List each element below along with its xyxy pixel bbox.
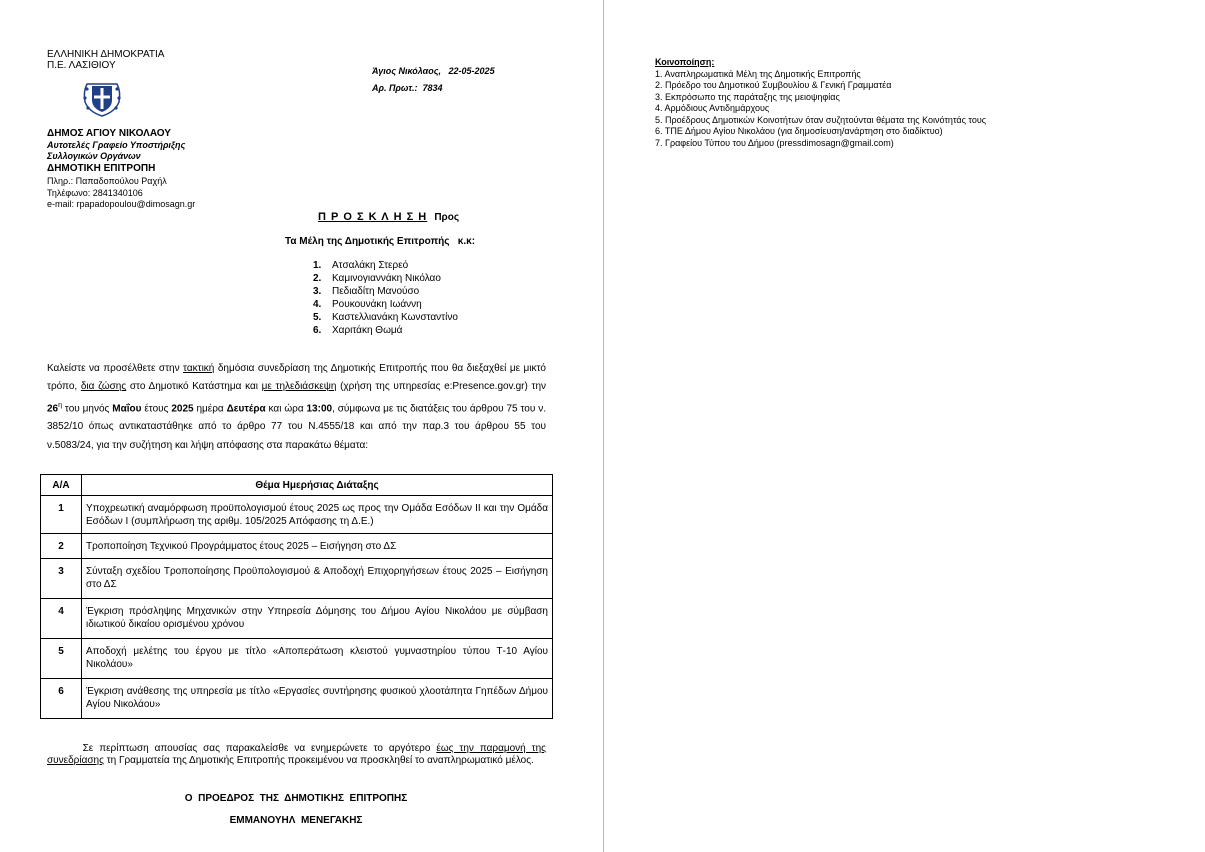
header-phone: Τηλέφωνο: 2841340106 <box>47 188 143 198</box>
place-date: Άγιος Νικόλαος, 22-05-2025 <box>372 66 495 76</box>
notification-heading: Κοινοποίηση: <box>655 57 715 67</box>
list-item: 4. Αρμόδιους Αντιδημάρχους <box>655 103 770 113</box>
invitation-title-line <box>318 211 459 223</box>
list-item: 2. Πρόεδρο του Δημοτικού Συμβουλίου & Γενική Γραμματέα <box>655 80 892 90</box>
list-item: 3. Πεδιαδίτη Μανούσο <box>313 286 420 297</box>
table-row: 4 Έγκριση πρόσληψης Μηχανικών στην Υπηρεσία Δόμησης του Δήμου Αγίου Νικολάου με σύμβαση ιδιωτικού δικαίου ορισμένου χρόνου <box>41 599 553 639</box>
header-region: Π.Ε. ΛΑΣΙΘΙΟΥ <box>47 60 116 71</box>
absence-note: Σε περίπτωση απουσίας σας παρακαλείσθε να ενημερώνετε το αργότερο έως την παραμονή της συνεδρίασης τη Γραμματεία της Δημοτικής Επιτροπής προκειμένου να προσκληθεί το αναπληρωματικό μέλος. <box>47 743 547 766</box>
list-item: 5. Καστελλιανάκη Κωνσταντίνο <box>313 312 458 323</box>
list-item: 1. Αναπληρωματικά Μέλη της Δημοτικής Επιτροπής <box>655 68 861 79</box>
signature-title: Ο ΠΡΟΕΔΡΟΣ ΤΗΣ ΔΗΜΟΤΙΚΗΣ ΕΠΙΤΡΟΠΗΣ <box>184 793 408 804</box>
protocol-number: Αρ. Πρωτ.: 7834 <box>372 83 443 93</box>
signature-name: ΕΜΜΑΝΟΥΗΛ ΜΕΝΕΓΑΚΗΣ <box>229 815 363 826</box>
header-country: ΕΛΛΗΝΙΚΗ ΔΗΜΟΚΡΑΤΙΑ <box>47 49 165 60</box>
header-office-line2: Συλλογικών Οργάνων <box>47 151 141 161</box>
members-heading: Τα Μέλη της Δημοτικής Επιτροπής κ.κ: <box>285 236 476 247</box>
table-row: 1 Υποχρεωτική αναμόρφωση προϋπολογισμού έτους 2025 ως προς την Ομάδα Εσόδων ΙΙ και την Ομάδα Εσόδων Ι (συμπλήρωση της αριθμ. 105/2025 Απόφασης τη Δ.Ε.) <box>41 496 553 534</box>
column-header-aa: Α/Α <box>41 475 82 496</box>
header-email: e-mail: rpapadopoulou@dimosagn.gr <box>47 199 196 209</box>
notification-list <box>655 57 986 149</box>
header-municipality: ΔΗΜΟΣ ΑΓΙΟΥ ΝΙΚΟΛΑΟΥ <box>47 128 171 139</box>
table-row: 2 Τροποποίηση Τεχνικού Προγράμματος έτους 2025 – Εισήγηση στο ΔΣ <box>41 534 553 559</box>
invitation-body: Καλείστε να προσέλθετε στην τακτική δημόσια συνεδρίαση της Δημοτικής Επιτροπής που θα διεξαχθεί με μικτό τρόπο, δια ζώσης στο Δημοτικό Κατάστημα και με τηλεδιάσκεψη (χρήση της υπηρεσίας e:Presence.gov.gr) την $26^\eta$ του μηνός Μαΐου έτους 2025 ημέρα Δευτέρα και ώρα 13:00, σύμφωνα με τις διατάξεις του άρθρου 75 του ν. 3852/10 όπως αντικαταστάθηκε από το άρθρο 77 του N.4555/18 και από την παρ.3 του άρθρου 55 του ν.5083/24, για την συζήτηση και λήψη απόφασης στα παρακάτω θέματα: <box>47 363 547 451</box>
list-item: 3. Εκπρόσωπο της παράταξης της μειοψηφίας <box>655 91 840 102</box>
table-header-row <box>41 475 553 496</box>
list-item: 6. ΤΠΕ Δήμου Αγίου Νικολάου (για δημοσίευση/ανάρτηση στο διαδίκτυο) <box>655 126 943 136</box>
invitation-title: Π Ρ Ο Σ Κ Λ Η Σ Η <box>318 211 428 223</box>
agenda-table <box>40 474 553 719</box>
header-info: Πληρ.: Παπαδοπούλου Ραχήλ <box>47 176 167 186</box>
invitation-to: Προς <box>434 212 460 223</box>
list-item: 1. Ατσαλάκη Στερεό <box>313 260 409 271</box>
list-item: 7. Γραφείου Τύπου του Δήμου (pressdimosagn@gmail.com) <box>655 137 894 148</box>
list-item: 4. Ρουκουνάκη Ιωάννη <box>313 299 422 310</box>
table-row: 5 Αποδοχή μελέτης του έργου με τίτλο «Αποπεράτωση κλειστού γυμναστηρίου τύπου Τ-10 Αγίου Νικολάου» <box>41 639 553 679</box>
header-committee: ΔΗΜΟΤΙΚΗ ΕΠΙΤΡΟΠΗ <box>47 163 156 174</box>
page-divider <box>603 0 604 852</box>
list-item: 5. Προέδρους Δημοτικών Κοινοτήτων όταν συζητούνται θέματα της Κοινότητάς τους <box>655 114 987 125</box>
header-office-line1: Αυτοτελές Γραφείο Υποστήριξης <box>47 140 186 150</box>
table-row: 3 Σύνταξη σχεδίου Τροποποίησης Προϋπολογισμού & Αποδοχή Επιχορηγήσεων έτους 2025 – Εισήγηση στο ΔΣ <box>41 559 553 599</box>
greek-coat-of-arms-icon <box>81 80 123 118</box>
list-item: 2. Καμινογιαννάκη Νικόλαο <box>313 273 441 284</box>
table-row: 6 Έγκριση ανάθεσης της υπηρεσία με τίτλο «Εργασίες συντήρησης φυσικού χλοοτάπητα Γηπέδων Δήμου Αγίου Νικολάου» <box>41 679 553 719</box>
column-header-topic: Θέμα Ημερήσιας Διάταξης <box>82 475 553 496</box>
list-item: 6. Χαριτάκη Θωμά <box>313 325 403 336</box>
recipient-list <box>313 259 458 337</box>
